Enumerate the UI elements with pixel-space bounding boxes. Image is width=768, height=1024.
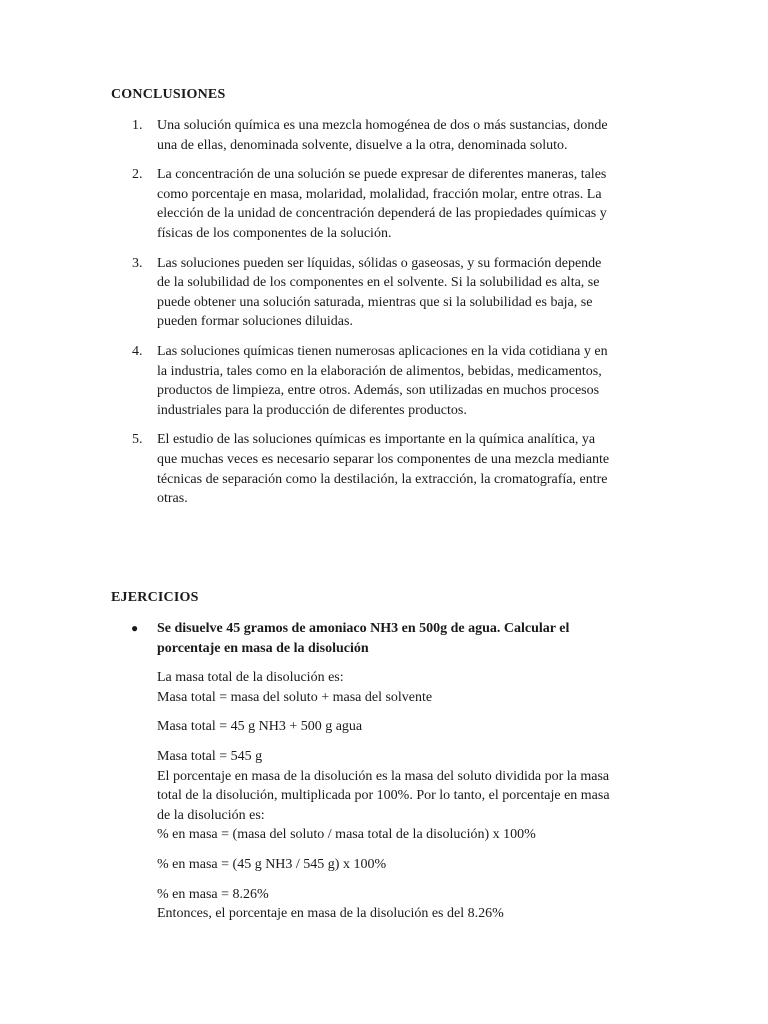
exercise-block <box>111 619 671 934</box>
text-line: que muchas veces es necesario separar los componentes de una mezcla mediante <box>157 451 610 467</box>
list-number: 2. <box>132 167 143 183</box>
text-line: El estudio de las soluciones químicas es importante en la química analítica, ya <box>157 432 596 448</box>
conclusion-item <box>111 342 671 420</box>
text-line: Masa total = masa del soluto + masa del solvente <box>157 689 433 705</box>
text-line: porcentaje en masa de la disolución <box>157 640 369 656</box>
text-line: de la solubilidad de los componentes en el solvente. Si la solubilidad es alta, se <box>157 275 600 291</box>
text-line: Las soluciones pueden ser líquidas, sólidas o gaseosas, y su formación depende <box>157 255 602 271</box>
bullet-icon: ● <box>131 621 139 635</box>
text-line: técnicas de separación como la destilación, la extracción, la cromatografía, entre <box>157 471 608 487</box>
text-line: la industria, tales como en la elaboración de alimentos, bebidas, medicamentos, <box>157 363 602 379</box>
text-line: como porcentaje en masa, molaridad, molalidad, fracción molar, entre otras. La <box>157 186 602 202</box>
conclusion-item <box>111 254 671 332</box>
text-line: Una solución química es una mezcla homogénea de dos o más sustancias, donde <box>157 118 608 133</box>
text-line: pueden formar soluciones diluidas. <box>157 314 353 330</box>
text-line: % en masa = (45 g NH3 / 545 g) x 100% <box>157 856 387 872</box>
text-line: productos de limpieza, entre otros. Además, son utilizadas en muchos procesos <box>157 383 600 399</box>
text-line: La masa total de la disolución es: <box>157 670 344 686</box>
list-number: 4. <box>132 343 143 359</box>
conclusiones-list <box>111 116 671 519</box>
solution-paragraph <box>157 885 671 924</box>
text-line: Masa total = 545 g <box>157 748 263 764</box>
text-line: % en masa = 8.26% <box>157 886 269 902</box>
exercise-question <box>157 619 671 658</box>
list-number: 3. <box>132 255 143 271</box>
text-line: físicas de los componentes de la solución. <box>157 225 392 241</box>
conclusion-item <box>111 165 671 243</box>
list-number: 1. <box>132 118 143 133</box>
text-line: elección de la unidad de concentración dependerá de las propiedades químicas y <box>157 206 607 222</box>
text-line: de la disolución es: <box>157 807 265 823</box>
text-line: una de ellas, denominada solvente, disuelve a la otra, denominada soluto. <box>157 137 568 153</box>
text-line: total de la disolución, multiplicada por 100%. Por lo tanto, el porcentaje en masa <box>157 788 610 804</box>
ejercicios-heading: EJERCICIOS <box>111 590 199 605</box>
text-line: La concentración de una solución se puede expresar de diferentes maneras, tales <box>157 167 607 183</box>
text-line: % en masa = (masa del soluto / masa total de la disolución) x 100% <box>157 827 536 843</box>
text-line: Entonces, el porcentaje en masa de la disolución es del 8.26% <box>157 906 504 922</box>
list-number: 5. <box>132 432 143 448</box>
conclusion-item <box>111 116 671 155</box>
conclusiones-heading: CONCLUSIONES <box>111 87 226 102</box>
text-line: otras. <box>157 491 188 507</box>
text-line: Las soluciones químicas tienen numerosas aplicaciones en la vida cotidiana y en <box>157 343 608 359</box>
solution-paragraph <box>157 668 671 707</box>
text-line: industriales para la producción de diferentes productos. <box>157 402 467 418</box>
solution-paragraph <box>157 747 671 845</box>
solution-paragraph <box>157 717 671 737</box>
text-line: puede obtener una solución saturada, mientras que si la solubilidad es baja, se <box>157 294 593 310</box>
solution-paragraph <box>157 855 671 875</box>
text-line: Masa total = 45 g NH3 + 500 g agua <box>157 719 363 735</box>
text-line: Se disuelve 45 gramos de amoniaco NH3 en 500g de agua. Calcular el <box>157 621 570 636</box>
text-line: El porcentaje en masa de la disolución es la masa del soluto dividida por la masa <box>157 768 610 784</box>
exercise-solution <box>157 668 671 924</box>
conclusion-item <box>111 430 671 508</box>
